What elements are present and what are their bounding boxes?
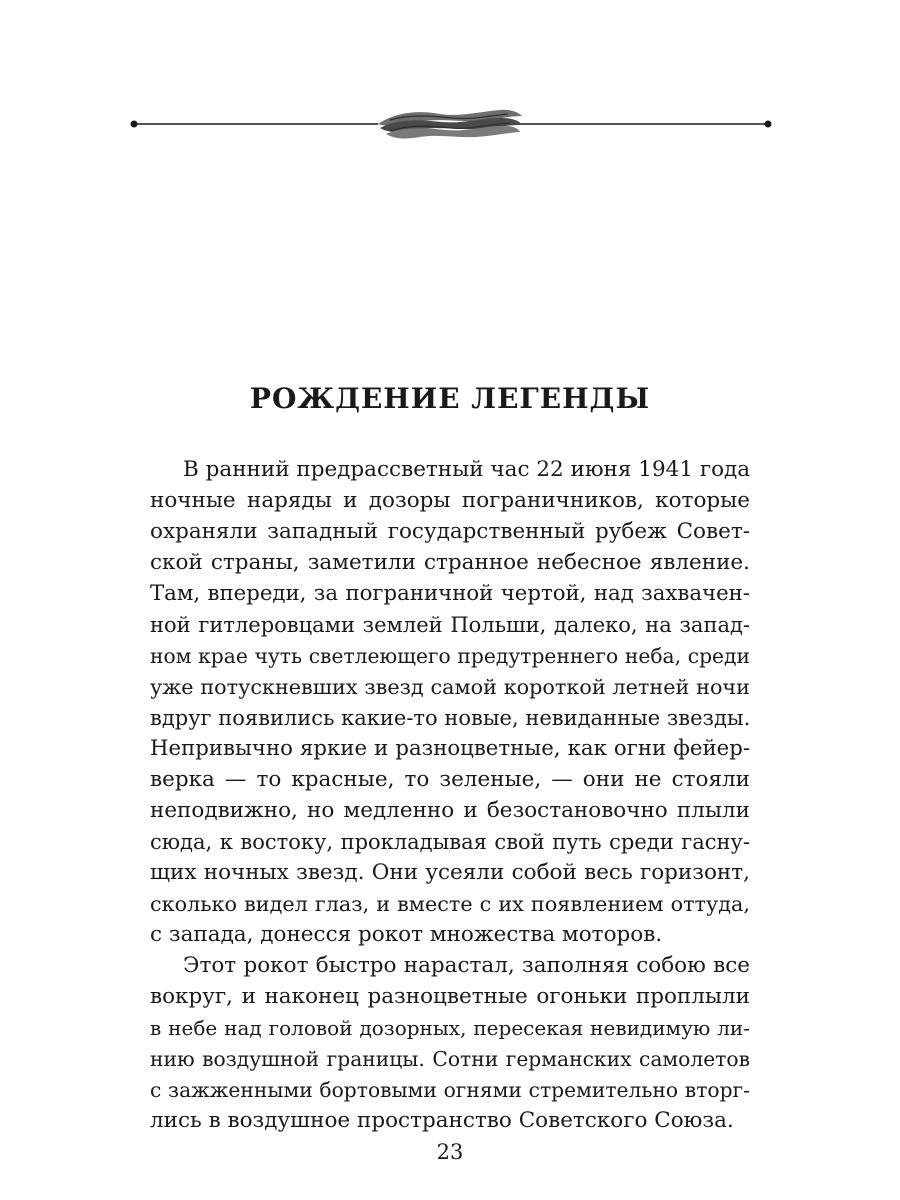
text-line: щих ночных звезд. Они усеяли собой весь горизонт, xyxy=(150,860,750,885)
page-number: 23 xyxy=(436,1140,464,1164)
text-line: ночные наряды и дозоры пограничников, которые xyxy=(150,488,750,513)
text-line: нию воздушной границы. Сотни германских самолетов xyxy=(150,1047,750,1071)
text-line: ном крае чуть светлеющего предутреннего неба, среди xyxy=(150,644,750,668)
text-line: ной гитлеровцами землей Польши, далеко, на запад- xyxy=(150,613,750,637)
text-line: в небе над головой дозорных, пересекая невидимую ли- xyxy=(150,1016,750,1040)
text-line: сколько видел глаз, и вместе с их появлением оттуда, xyxy=(150,892,750,916)
text-line: с зажженными бортовыми огнями стремительно вторг- xyxy=(150,1078,750,1102)
text-line: лись в воздушное пространство Советского Союза. xyxy=(150,1108,734,1133)
text-line: вдруг появились какие-то новые, невиданные звезды. xyxy=(150,706,751,730)
text-line: уже потускневших звезд самой короткой летней ночи xyxy=(150,675,750,699)
ornament-divider xyxy=(128,104,774,144)
text-line: В ранний предрассветный час 22 июня 1941 года xyxy=(183,457,751,482)
text-line: неподвижно, но медленно и безостановочно плыли xyxy=(150,798,750,823)
text-line: охраняли западный государственный рубеж Совет- xyxy=(150,519,750,544)
text-line: Непривычно яркие и разноцветные, как огни фейер- xyxy=(150,736,750,761)
text-line: сюда, к востоку, прокладывая свой путь среди гасну- xyxy=(150,830,750,854)
text-line: верка — то красные, то зеленые, — они не стояли xyxy=(150,767,750,792)
text-line: Этот рокот быстро нарастал, заполняя собою все xyxy=(183,953,750,978)
ribbon-ornament-icon xyxy=(378,110,522,139)
text-line: Там, впереди, за пограничной чертой, над захвачен- xyxy=(150,581,750,606)
text-line: ской страны, заметили странное небесное явление. xyxy=(150,550,750,575)
text-line: вокруг, и наконец разноцветные огоньки проплыли xyxy=(150,984,750,1009)
divider-right-dot xyxy=(765,121,772,128)
text-line: с запада, донесся рокот множества моторов. xyxy=(150,922,663,947)
chapter-title: РОЖДЕНИЕ ЛЕГЕНДЫ xyxy=(249,382,651,415)
